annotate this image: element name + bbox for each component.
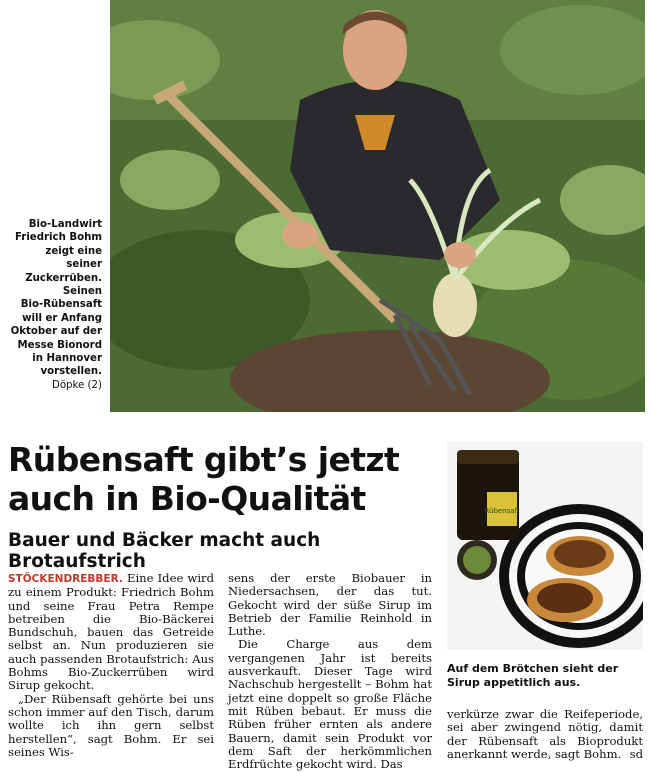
- article-headline: [8, 440, 428, 518]
- article-paragraph: [447, 708, 643, 761]
- article-column-2: [228, 572, 432, 771]
- jar-label: Rübensaft: [484, 507, 520, 515]
- photo-caption: [6, 218, 102, 392]
- dateline: STÖCKENDREBBER.: [8, 573, 123, 585]
- author-initials: sd: [629, 746, 643, 761]
- caption-line: Oktober auf der: [10, 326, 102, 338]
- caption-line: Bio-Rübensaft: [20, 299, 102, 311]
- paragraph-text: Eine Idee wird zu einem Produkt: Friedrich Bohm und seine Frau Petra Rempe betreiben die Bio-Bäckerei Bundschuh, bauen das Getreide selbst an. Nun produzieren sie auch passenden Brotaufstrich: Aus Bohms Bio-Zuckerrüben wird Sirup gekocht.: [8, 571, 214, 693]
- caption-line: will er Anfang: [22, 312, 102, 324]
- farmer-photo: [110, 0, 645, 412]
- article-column-3: [447, 708, 643, 761]
- photo-credit: Döpke (2): [51, 379, 102, 391]
- paragraph-text: verkürze zwar die Reifeperiode, sei aber zwingend nötig, damit der Rübensaft als Bioprodukt anerkannt werde, sagt Bohm.: [447, 707, 643, 761]
- article-subhead: Bauer und Bäcker macht auch Brotaufstrich: [8, 530, 321, 572]
- article-paragraph: sens der erste Biobauer in Niedersachsen, der das tut. Gekocht wird der süße Sirup im Betrieb der Familie Reinhold in Luthe.: [228, 571, 432, 639]
- article-paragraph: „Der Rübensaft gehörte bei uns schon immer auf den Tisch, darum wollte ich ihn gern selbst herstellen“, sagt Bohm. Er sei seines Wis-: [8, 691, 214, 759]
- caption-line: Messe Bionord: [17, 339, 102, 351]
- syrup-photo: [447, 442, 643, 650]
- farmer-photo-illustration: [110, 0, 645, 412]
- caption-line: Zuckerrüben.: [25, 272, 102, 284]
- caption-line: in Hannover: [32, 353, 102, 365]
- syrup-photo-caption: Auf dem Brötchen sieht der Sirup appetitlich aus.: [447, 662, 619, 689]
- syrup-photo-illustration: [447, 442, 643, 650]
- caption-line: vorstellen.: [40, 366, 102, 378]
- article-paragraph: [8, 572, 214, 693]
- article-column-1: [8, 572, 214, 759]
- caption-line: seiner: [66, 259, 102, 271]
- caption-line: zeigt eine: [45, 245, 102, 257]
- headline-line-2: auch in Bio-Qualität: [8, 479, 366, 518]
- caption-line: Bio-Landwirt: [28, 219, 102, 230]
- article-paragraph: Die Charge aus dem vergangenen Jahr ist bereits ausverkauft. Dieser Tage wird Nachschub hergestellt – Bohm hat jetzt eine doppelt so große Fläche mit Rüben bebaut. Er muss die Rüben früher ernten als andere Bauern, damit sein Produkt vor dem Saft der herkömmlichen Erdfrüchte gekocht wird. Das: [228, 637, 432, 772]
- caption-line: Seinen: [62, 286, 102, 298]
- headline-line-1: Rübensaft gibt’s jetzt: [8, 440, 400, 479]
- caption-line: Friedrich Bohm: [14, 232, 102, 244]
